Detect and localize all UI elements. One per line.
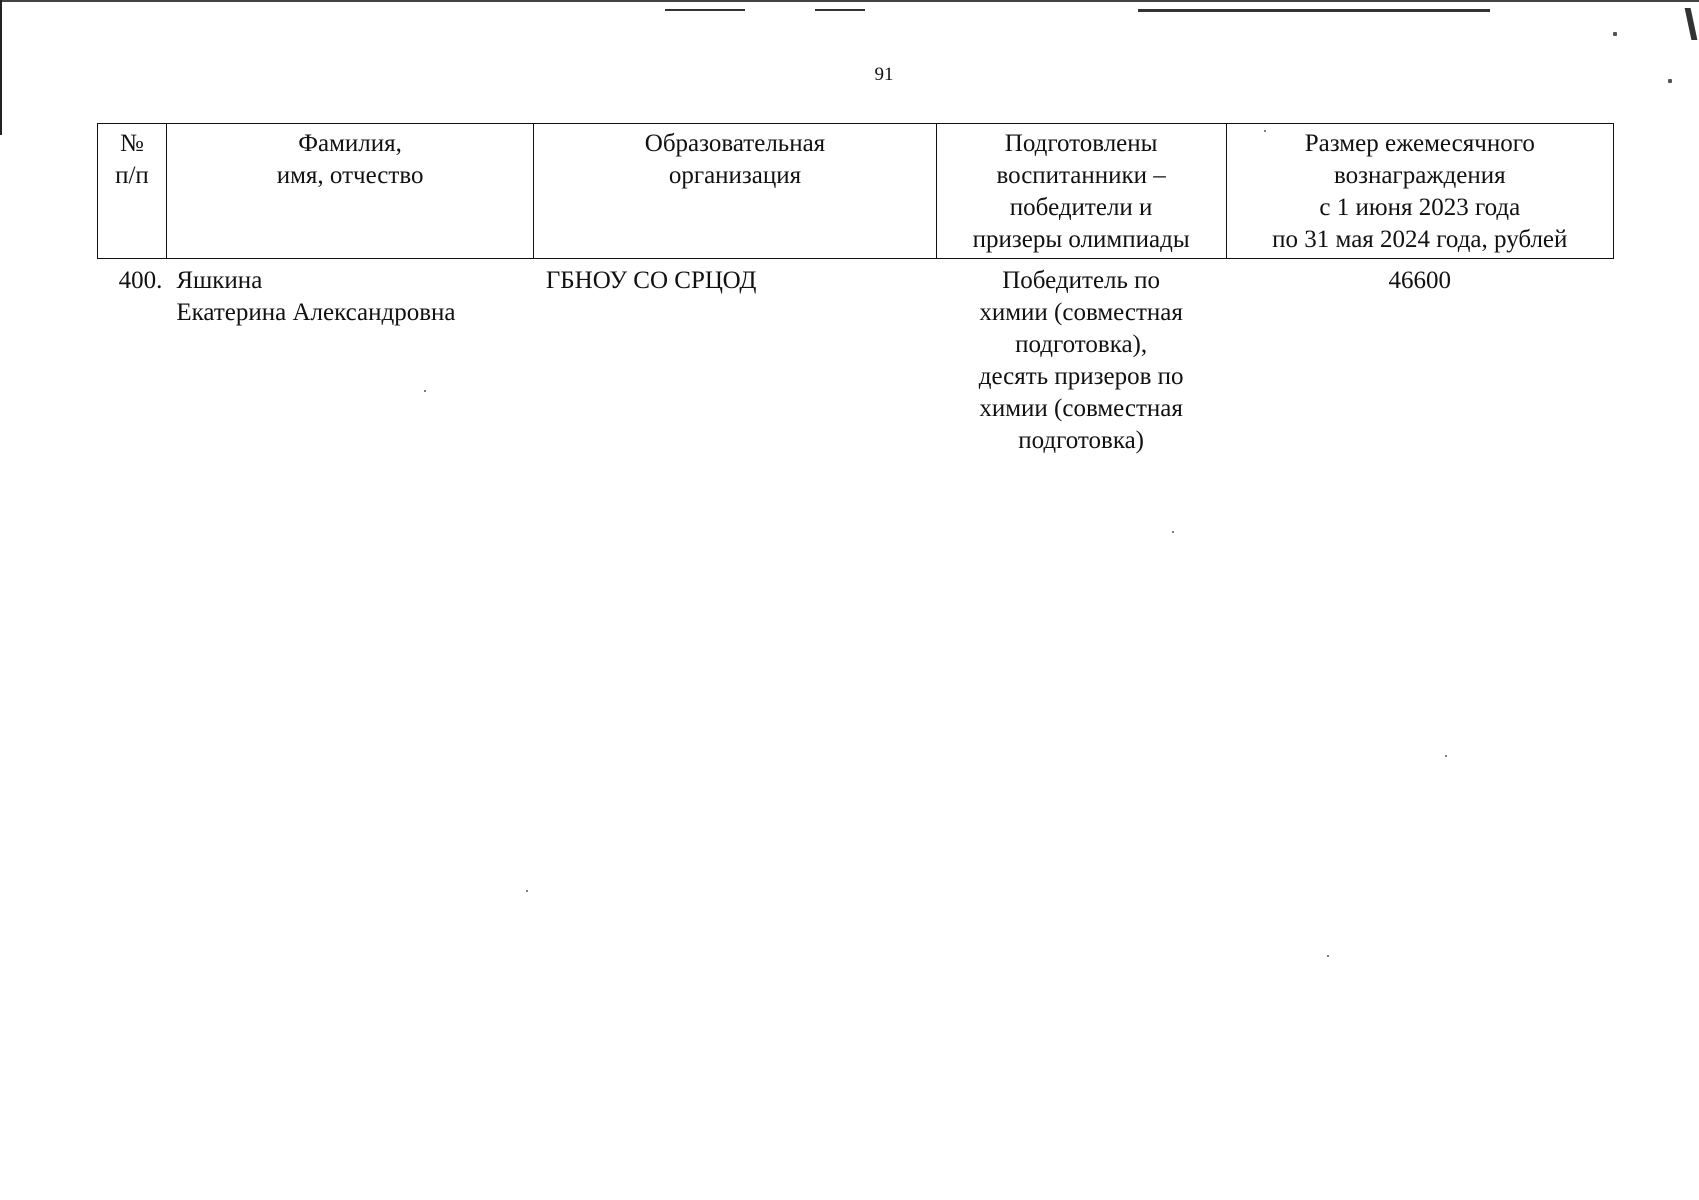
awards-table — [97, 123, 1614, 459]
scan-speck — [1264, 130, 1266, 132]
scan-mark-top-3 — [1138, 9, 1490, 12]
header-num: № п/п — [98, 124, 167, 259]
scan-top-edge — [0, 0, 1699, 2]
header-prepared: Подготовлены воспитанники – победители и призеры олимпиады — [936, 124, 1226, 259]
scan-speck — [526, 890, 528, 892]
header-organization: Образовательная организация — [534, 124, 936, 259]
row-name: Яшкина Екатерина Александровна — [176, 267, 456, 326]
scan-mark-top-2 — [815, 9, 865, 11]
row-prepared: Победитель по химии (совместная подготовка), десять призеров по химии (совместная подготовка) — [978, 267, 1184, 454]
table-header-row — [98, 124, 1614, 259]
table-row — [98, 259, 1614, 460]
scan-speck — [1613, 32, 1617, 36]
scan-speck — [1327, 955, 1329, 957]
scan-speck — [1172, 531, 1174, 533]
scan-speck — [1668, 79, 1672, 83]
scan-mark-top-1 — [665, 9, 745, 11]
header-payment: Размер ежемесячного вознаграждения с 1 июня 2023 года по 31 мая 2024 года, рублей — [1226, 124, 1613, 259]
row-organization: ГБНОУ СО СРЦОД — [545, 267, 757, 294]
scan-mark-right-corner — [1685, 8, 1698, 40]
row-num: 400. — [118, 267, 163, 294]
page-number: 91 — [874, 64, 894, 85]
scan-speck — [424, 390, 426, 392]
header-name: Фамилия, имя, отчество — [166, 124, 533, 259]
scan-left-edge — [0, 0, 2, 135]
row-payment: 46600 — [1388, 267, 1452, 294]
scan-speck — [1445, 755, 1447, 757]
